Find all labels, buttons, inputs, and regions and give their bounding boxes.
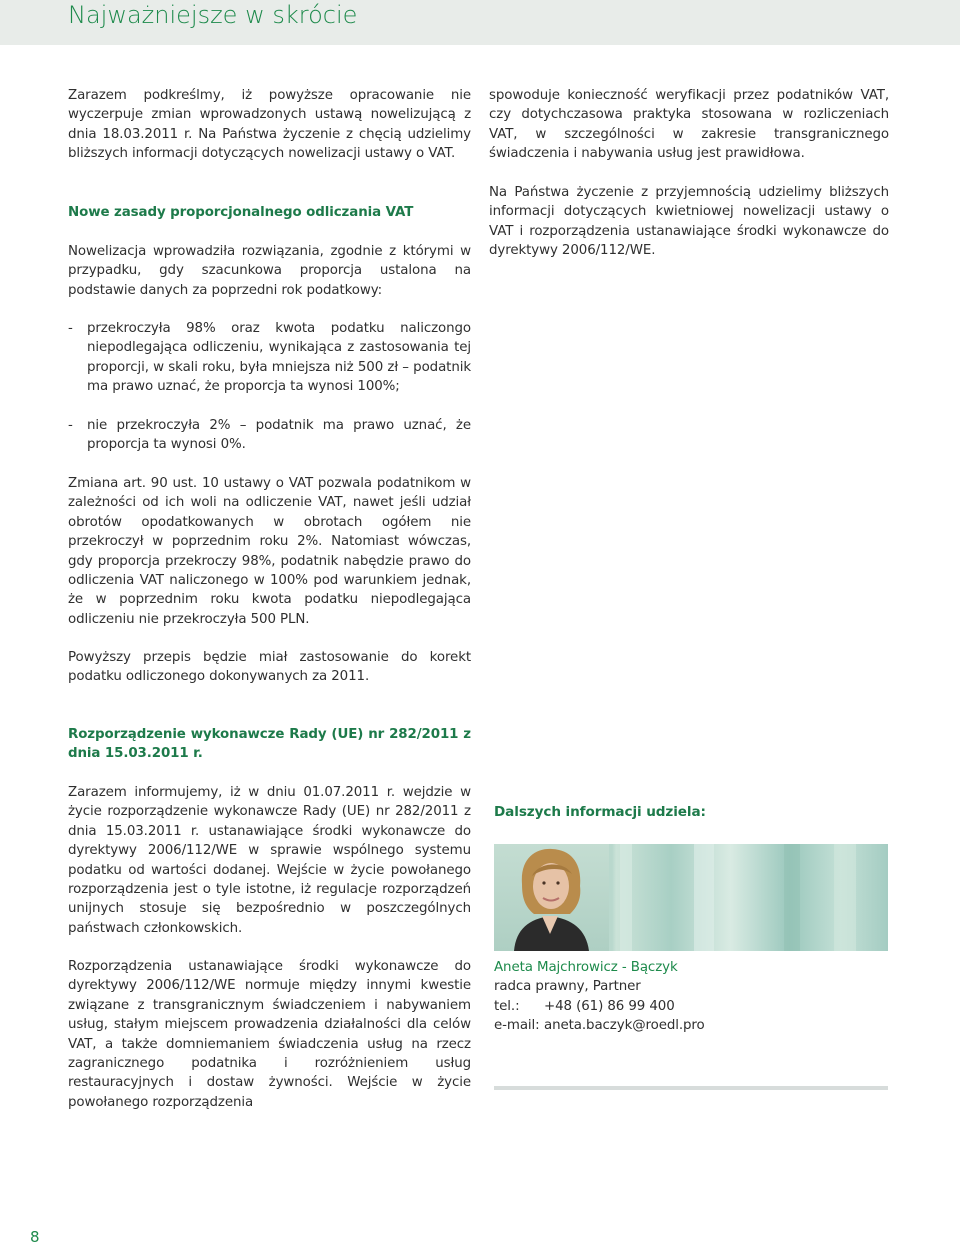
bullet-text: nie przekroczyła 2% – podatnik ma prawo uznać, że proporcja ta wynosi 0%. (87, 418, 471, 453)
page-title: Najważniejsze w skrócie (68, 1, 358, 29)
phone-label: tel.: (494, 998, 520, 1014)
bullet-dash: - (68, 321, 73, 336)
email-label: e-mail: (494, 1018, 540, 1034)
phone-number: +48 (61) 86 99 400 (544, 998, 675, 1014)
contact-name: Aneta Majchrowicz - Bączyk (494, 960, 678, 975)
section2 (68, 725, 471, 764)
divider (494, 1086, 888, 1090)
section1-body-2 (68, 474, 471, 629)
bullet-text: przekroczyła 98% oraz kwota podatku naliczongo niepodlegająca odliczeniu, wynikająca z zastosowania tej proporcji, w skali roku, była mniejsza niż 500 zł – podatnik ma prawo uznać, że proporcja ta wynosi 100%; (87, 321, 471, 395)
left-column (68, 86, 471, 164)
section2-title: Rozporządzenie wykonawcze Rady (UE) nr 282/2011 z dnia 15.03.2011 r. (68, 727, 471, 762)
intro-paragraph: Zarazem podkreślmy, iż powyższe opracowanie nie wyczerpuje zmian wprowadzonych ustawą nowelizującą z dnia 18.03.2011 r. Na Państwa życzenie z chęcią udzielimy bliższych informacji dotyczących nowelizacji ustawy o VAT. (68, 88, 471, 162)
contact-email-line (494, 1016, 894, 1035)
section1-paragraph-3: Powyższy przepis będzie miał zastosowanie do korekt podatku odliczonego dokonywanych za 2011. (68, 650, 471, 685)
section1-body-3 (68, 648, 471, 687)
contact-box (494, 803, 894, 822)
section1-body (68, 242, 471, 300)
bullet-dash: - (68, 418, 73, 433)
section2-paragraph-2: Rozporządzenia ustanawiające środki wykonawcze do dyrektywy 2006/112/WE normuje między innymi kwestie związane z transgranicznym świadczeniem i nabywaniem usług, stałym miejscem prowadzenia działalności dla celów VAT, a także domniemaniem świadczenia usług na rzecz zagranicznego podatnika i rozróżnieniem usług restauracyjnych i dostaw żywności. Wejście w życie powołanego rozporządzenia (68, 959, 471, 1110)
contact-phone-line (494, 997, 894, 1016)
section1-paragraph-1: Nowelizacja wprowadziła rozwiązania, zgodnie z którymi w przypadku, gdy szacunkowa proporcja ustalona na podstawie danych za poprzedni rok podatkowy: (68, 244, 471, 298)
right-column-2 (489, 183, 889, 261)
section2-body (68, 783, 471, 938)
contact-heading: Dalszych informacji udziela: (494, 804, 706, 820)
section1-title: Nowe zasady proporcjonalnego odliczania VAT (68, 205, 414, 220)
portrait-image (494, 844, 888, 951)
list-item (68, 319, 471, 397)
section1-paragraph-2: Zmiana art. 90 ust. 10 ustawy o VAT pozwala podatnikom w zależności od ich woli na odliczenie VAT, nawet jeśli udział obrotów opodatkowanych w obrotach ogółem nie przekroczył w poprzednim roku 2%. Natomiast wówczas, gdy proporcja przekroczy 98%, podatnik nabędzie prawo do odliczenia VAT naliczonego w 100% pod warunkiem jednak, że w poprzednim roku kwota podatku niepodlegająca odliczeniu nie przekroczyła 500 PLN. (68, 476, 471, 627)
contact-photo (494, 844, 888, 951)
bullet-list (68, 319, 471, 397)
right-paragraph-1: spowoduje konieczność weryfikacji przez podatników VAT, czy dotychczasowa praktyka stosowana w rozliczeniach VAT, w szczególności w zakresie transgranicznego świadczenia i nabywania usług jest prawidłowa. (489, 88, 889, 162)
section2-body-2 (68, 957, 471, 1112)
contact-role: radca prawny, Partner (494, 979, 641, 995)
email-link[interactable]: aneta.baczyk@roedl.pro (544, 1018, 705, 1034)
list-item (68, 416, 471, 455)
right-paragraph-2: Na Państwa życzenie z przyjemnością udzielimy bliższych informacji dotyczących kwietniowej nowelizacji ustawy o VAT i rozporządzenia ustanawiające środki wykonawcze do dyrektywy 2006/112/WE. (489, 185, 889, 259)
section2-paragraph-1: Zarazem informujemy, iż w dniu 01.07.2011 r. wejdzie w życie rozporządzenie wykonawcze Rady (UE) nr 282/2011 z dnia 15.03.2011 r. ustanawiające środki wykonawcze do dyrektywy 2006/112/WE w sprawie wspólnego systemu podatku od wartości dodanej. Wejście w życie powołanego rozporządzenia jest o tyle istotne, iż regulacje rozporządzeń unijnych stosuje się bezpośrednio w poszczególnych państwach członkowskich. (68, 785, 471, 936)
right-column (489, 86, 889, 164)
contact-details (494, 958, 894, 1036)
section1 (68, 203, 471, 222)
bullet-list-2 (68, 416, 471, 455)
page-number: 8 (30, 1228, 40, 1246)
